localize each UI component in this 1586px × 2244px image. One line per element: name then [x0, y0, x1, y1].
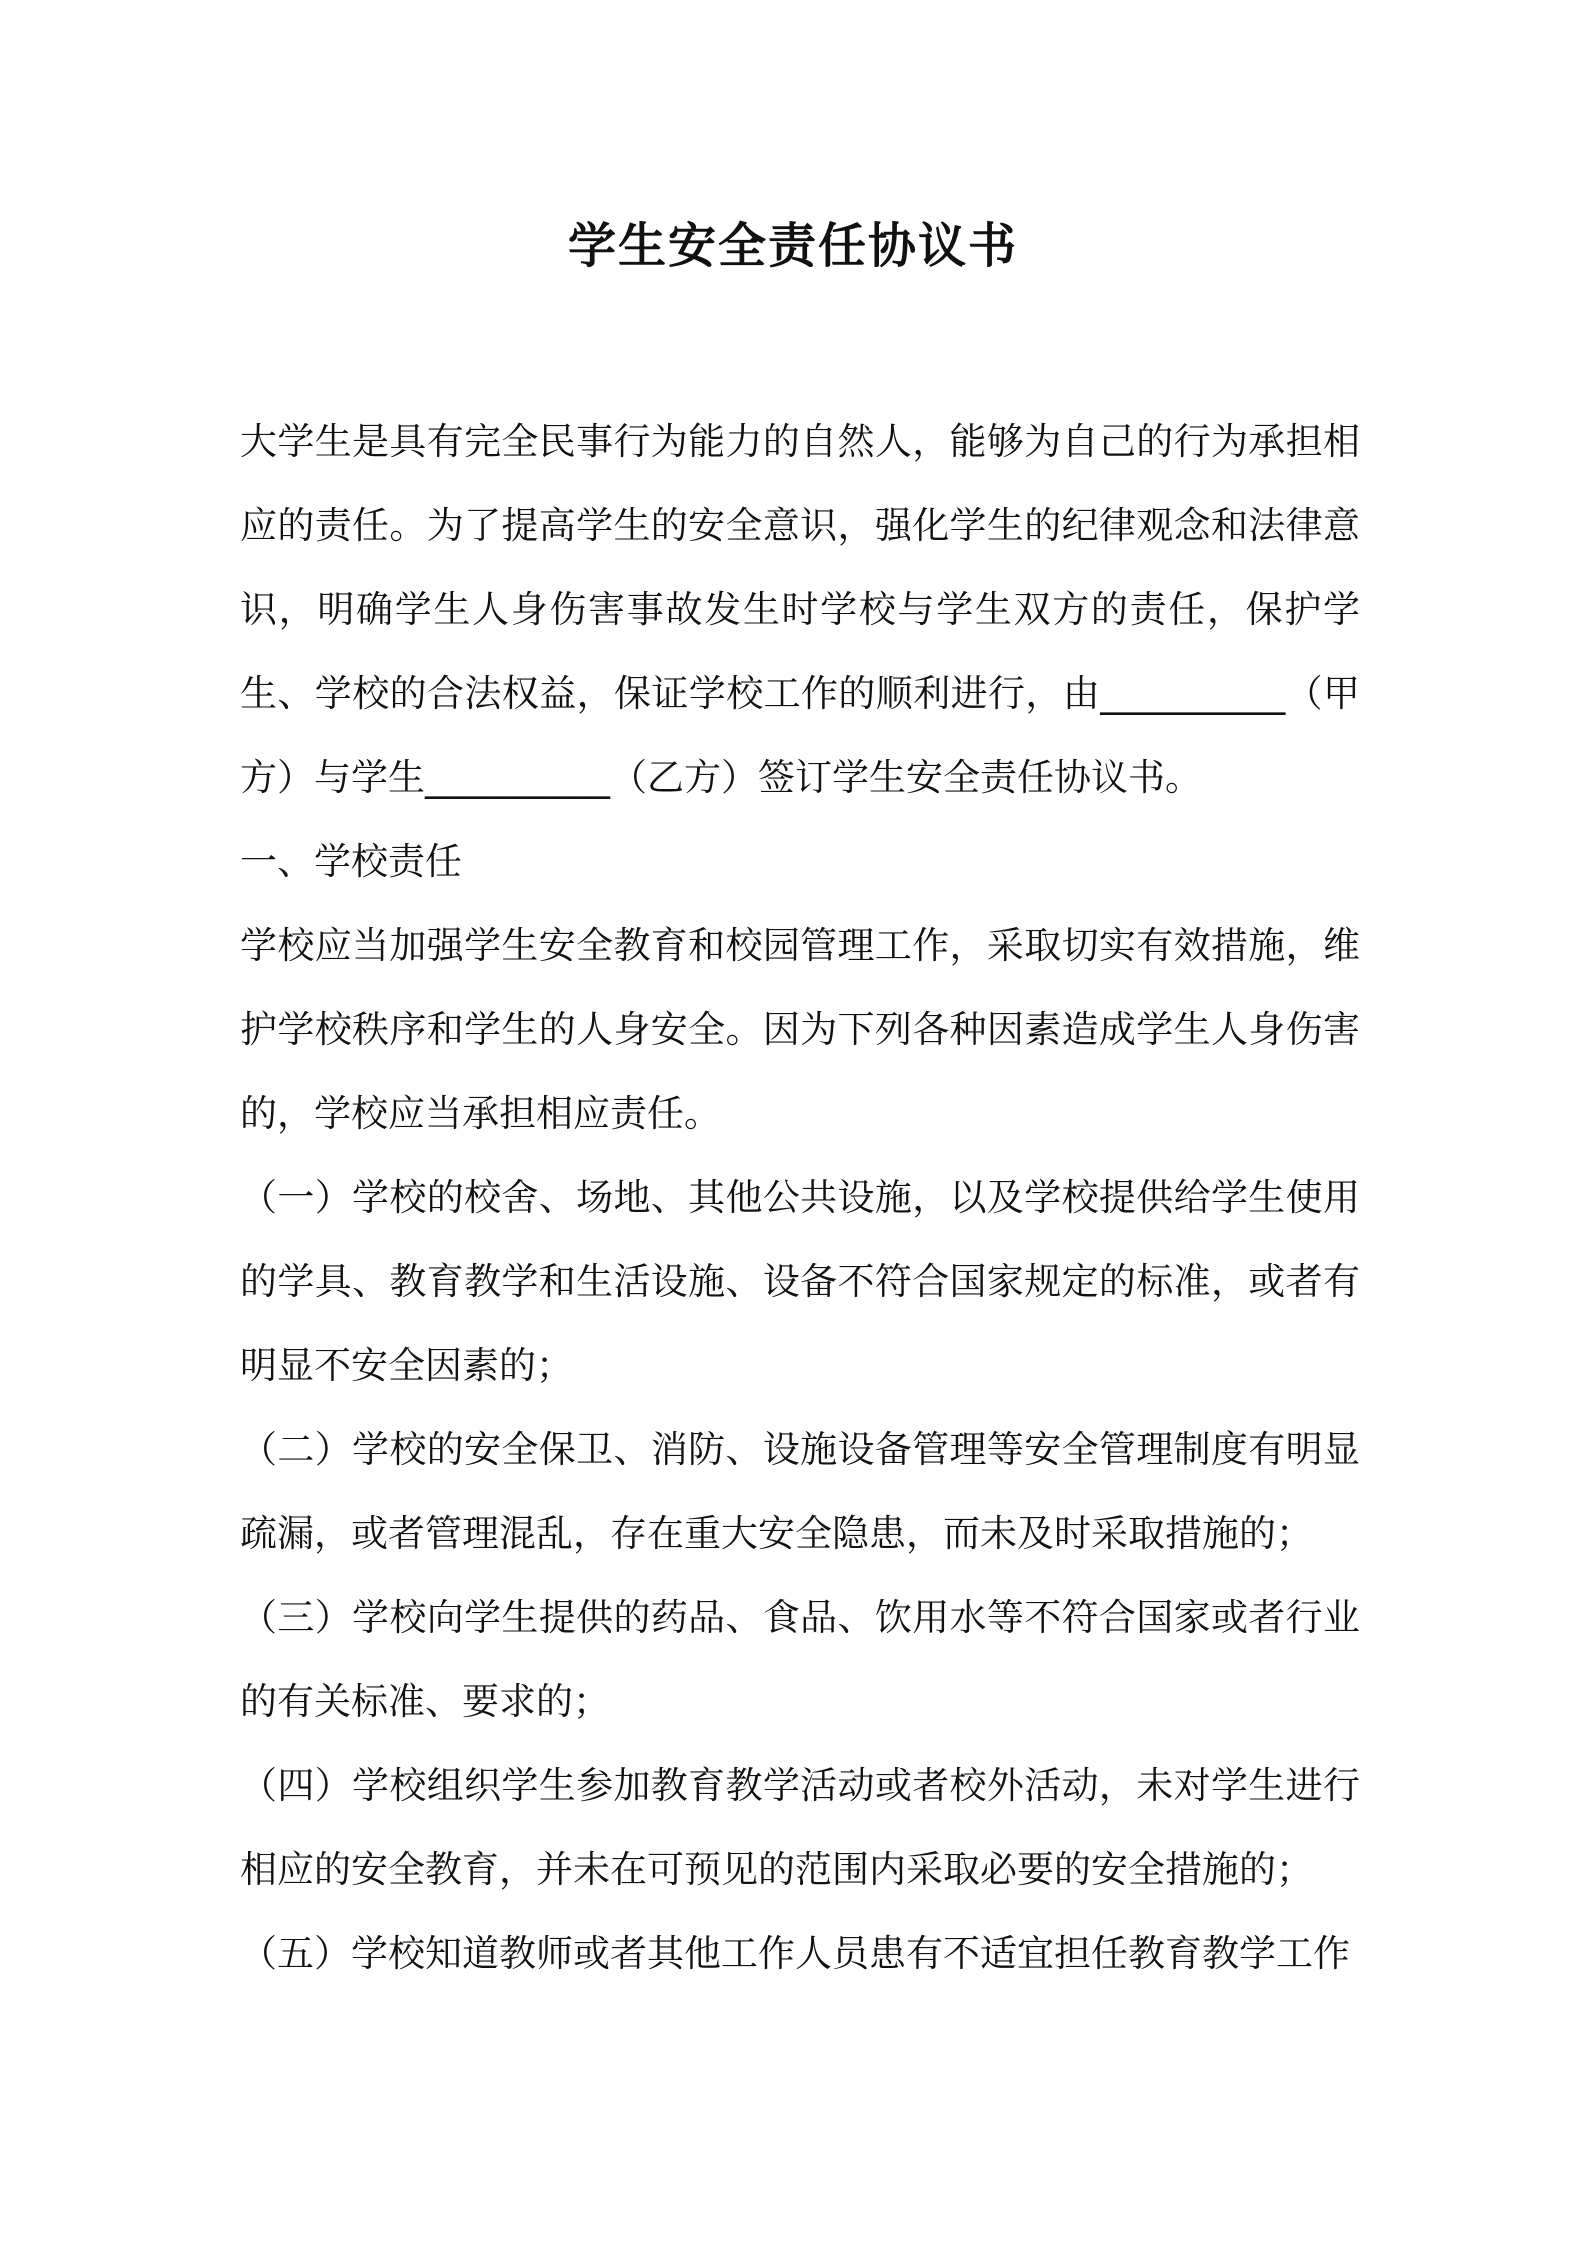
- clause-item: （四）学校组织学生参加教育教学活动或者校外活动，未对学生进行相应的安全教育，并未在可预见的范围内采取必要的安全措施的；: [240, 1764, 1360, 1891]
- clause-item: （三）学校向学生提供的药品、食品、饮用水等不符合国家或者行业的有关标准、要求的；: [240, 1596, 1360, 1723]
- document-body: [240, 400, 1360, 1996]
- clause-item: （二）学校的安全保卫、消防、设施设备管理等安全管理制度有明显疏漏，或者管理混乱，存在重大安全隐患，而未及时采取措施的；: [240, 1428, 1360, 1555]
- section-heading: 一、学校责任: [240, 840, 462, 883]
- clause-item: （一）学校的校舍、场地、其他公共设施，以及学校提供给学生使用的学具、教育教学和生活设施、设备不符合国家规定的标准，或者有明显不安全因素的；: [240, 1176, 1360, 1387]
- intro-paragraph: 大学生是具有完全民事行为能力的自然人，能够为自己的行为承担相应的责任。为了提高学生的安全意识，强化学生的纪律观念和法律意识，明确学生人身伤害事故发生时学校与学生双方的责任，保护学生、学校的合法权益，保证学校工作的顺利进行，由__________（甲方）与学生__________（乙方）签订学生安全责任协议书。: [240, 420, 1360, 799]
- section-paragraph: 学校应当加强学生安全教育和校园管理工作，采取切实有效措施，维护学校秩序和学生的人身安全。因为下列各种因素造成学生人身伤害的，学校应当承担相应责任。: [240, 924, 1360, 1135]
- clause-item: （五）学校知道教师或者其他工作人员患有不适宜担任教育教学工作: [240, 1932, 1350, 1975]
- document-title: 学生安全责任协议书: [567, 218, 1018, 274]
